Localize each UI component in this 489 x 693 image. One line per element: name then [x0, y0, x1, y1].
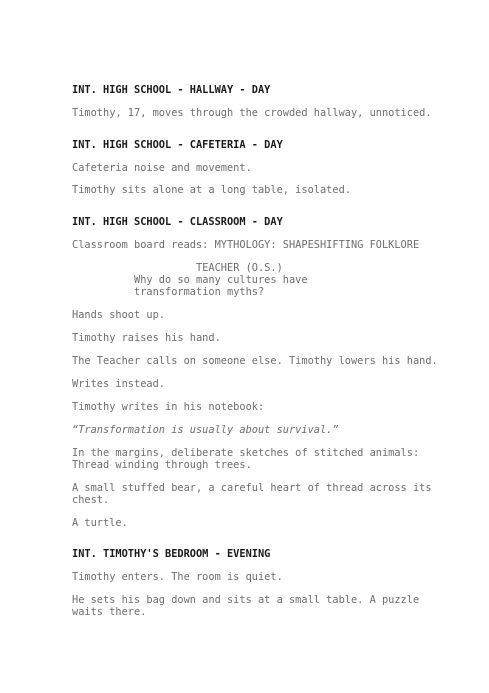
action-line: Timothy, 17, moves through the crowded hallway, unnoticed. [72, 107, 432, 119]
scene-heading-hallway: INT. HIGH SCHOOL - HALLWAY - DAY [72, 84, 271, 96]
action-line: Timothy writes in his notebook: [72, 401, 265, 413]
dialogue-line: Why do so many cultures have [134, 274, 308, 286]
action-line: Classroom board reads: MYTHOLOGY: SHAPESHIFTING FOLKLORE [72, 239, 420, 251]
action-line: Thread winding through trees. [72, 459, 252, 471]
scene-heading-classroom: INT. HIGH SCHOOL - CLASSROOM - DAY [72, 216, 283, 228]
action-line: The Teacher calls on someone else. Timothy lowers his hand. [72, 355, 438, 367]
action-line: Writes instead. [72, 378, 165, 390]
character-cue: TEACHER (O.S.) [196, 262, 283, 274]
action-line: A turtle. [72, 517, 128, 529]
action-line: Timothy raises his hand. [72, 332, 221, 344]
action-line: Timothy sits alone at a long table, isolated. [72, 184, 351, 196]
action-line: chest. [72, 494, 110, 506]
dialogue-line: transformation myths? [134, 286, 265, 298]
action-line: A small stuffed bear, a careful heart of thread across its [72, 482, 432, 494]
action-line: In the margins, deliberate sketches of stitched animals: [72, 447, 420, 459]
action-line: Timothy enters. The room is quiet. [72, 571, 283, 583]
action-line: He sets his bag down and sits at a small table. A puzzle [72, 594, 420, 606]
scene-heading-cafeteria: INT. HIGH SCHOOL - CAFETERIA - DAY [72, 139, 283, 151]
scene-heading-bedroom: INT. TIMOTHY'S BEDROOM - EVENING [72, 548, 271, 560]
notebook-quote: “Transformation is usually about survival.” [72, 424, 339, 436]
action-line: Cafeteria noise and movement. [72, 162, 252, 174]
action-line: Hands shoot up. [72, 309, 165, 321]
action-line: waits there. [72, 606, 147, 618]
